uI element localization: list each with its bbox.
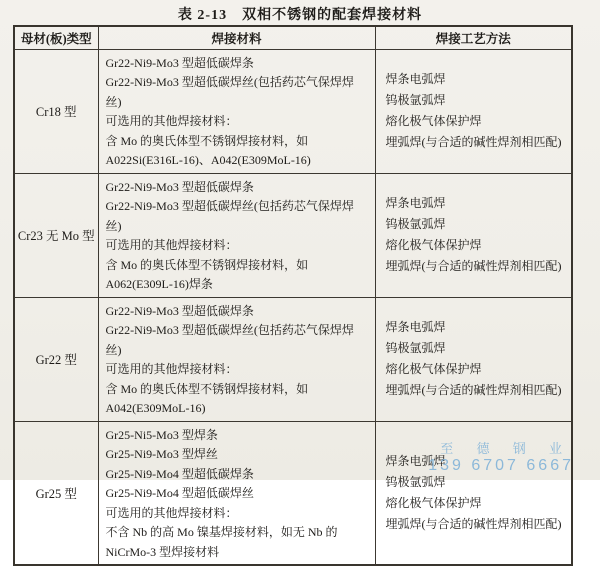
base-material-type: Cr18 型 (14, 49, 98, 173)
welding-process-cell (375, 421, 572, 565)
table-title: 表 2-13 双相不锈钢的配套焊接材料 (177, 8, 423, 23)
process-line: 熔化极气体保护焊 (385, 495, 482, 510)
welding-process-cell (375, 297, 572, 421)
table-row-cr18 (14, 49, 572, 173)
material-line: Gr22-Ni9-Mo3 型超低碳焊丝(包括药芯气保焊焊丝) (105, 199, 354, 233)
header-row (14, 26, 572, 49)
material-line: 含 Mo 的奥氏体型不锈钢焊接材料，如 A062(E309L-16)焊条 (105, 257, 309, 291)
material-line: Gr25-Ni5-Mo3 型焊条 (105, 427, 218, 442)
process-line: 焊条电弧焊 (385, 320, 446, 334)
material-line: Gr22-Ni9-Mo3 型超低碳焊条 (105, 55, 254, 70)
process-line: 焊条电弧焊 (385, 453, 446, 468)
welding-materials-cell (98, 297, 375, 421)
base-material-type: Cr23 无 Mo 型 (14, 173, 98, 297)
process-line: 钨极氩弧焊 (385, 93, 446, 107)
welding-process-cell (375, 173, 572, 297)
process-line: 熔化极气体保护焊 (385, 238, 482, 252)
process-line: 埋弧焊(与合适的碱性焊剂相匹配) (385, 383, 562, 397)
table-row-cr23 (14, 173, 572, 297)
process-line: 熔化极气体保护焊 (385, 362, 482, 376)
process-line: 钨极氩弧焊 (385, 474, 446, 489)
material-line: 不含 Nb 的高 Mo 镍基焊接材料，如无 Nb 的 NiCrMo-3 型焊接材料 (105, 525, 338, 559)
material-line: 可选用的其他焊接材料： (105, 114, 238, 128)
material-line: Gr25-Ni9-Mo4 型超低碳焊条 (105, 466, 254, 481)
process-line: 钨极氩弧焊 (385, 341, 446, 355)
col-header-base-material-type: 母材(板)类型 (14, 26, 98, 49)
process-line: 埋弧焊(与合适的碱性焊剂相匹配) (385, 516, 562, 531)
material-line: Gr25-Ni9-Mo3 型焊丝 (105, 447, 218, 461)
base-material-type: Gr22 型 (14, 297, 98, 421)
welding-materials-cell (98, 49, 375, 173)
watermark-company-name: 至 德 钢 业 (440, 441, 572, 456)
material-line: Gr25-Ni9-Mo4 型超低碳焊丝 (105, 486, 254, 500)
process-line: 埋弧焊(与合适的碱性焊剂相匹配) (385, 259, 562, 273)
welding-materials-cell (98, 173, 375, 297)
process-line: 钨极氩弧焊 (385, 217, 446, 231)
base-material-type: Gr25 型 (14, 421, 98, 565)
material-line: 可选用的其他焊接材料： (105, 362, 238, 376)
process-line: 熔化极气体保护焊 (385, 114, 482, 128)
process-line: 焊条电弧焊 (385, 196, 446, 210)
process-line: 埋弧焊(与合适的碱性焊剂相匹配) (385, 135, 562, 149)
table-row-gr22 (14, 297, 572, 421)
welding-materials-cell (98, 421, 375, 565)
material-line: 可选用的其他焊接材料： (105, 238, 238, 252)
welding-process-cell (375, 49, 572, 173)
material-line: Gr22-Ni9-Mo3 型超低碳焊条 (105, 179, 254, 194)
welding-materials-table (13, 25, 573, 566)
material-line: Gr22-Ni9-Mo3 型超低碳焊丝(包括药芯气保焊焊丝) (105, 75, 354, 109)
material-line: 含 Mo 的奥氏体型不锈钢焊接材料，如 A042(E309MoL-16) (105, 381, 309, 415)
material-line: 可选用的其他焊接材料： (105, 505, 238, 520)
watermark-phone-number: 139 6707 6667 (428, 457, 574, 474)
col-header-welding-process: 焊接工艺方法 (375, 26, 572, 49)
table-row-gr25 (14, 421, 572, 565)
material-line: 含 Mo 的奥氏体型不锈钢焊接材料，如 A022Si(E316L-16)、A042(E309MoL-16) (105, 133, 311, 167)
material-line: Gr22-Ni9-Mo3 型超低碳焊丝(包括药芯气保焊焊丝) (105, 323, 354, 357)
process-line: 焊条电弧焊 (385, 72, 446, 86)
col-header-welding-materials: 焊接材料 (98, 26, 375, 49)
material-line: Gr22-Ni9-Mo3 型超低碳焊条 (105, 303, 254, 318)
